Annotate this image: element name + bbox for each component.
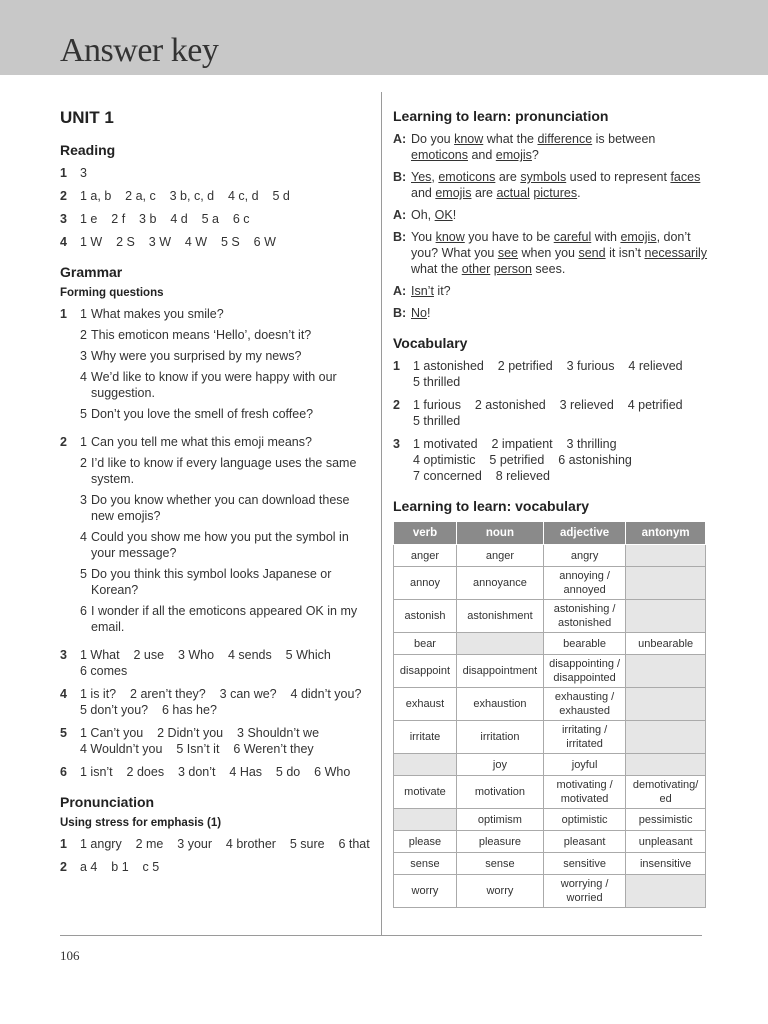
table-cell — [626, 721, 706, 754]
table-cell — [626, 875, 706, 908]
reading-heading: Reading — [60, 142, 116, 158]
table-row — [394, 853, 706, 875]
answer-line: 1 Can you tell me what this emoji means? — [80, 435, 312, 449]
table-cell — [456, 633, 543, 655]
learning-pronunciation-heading: Learning to learn: pronunciation — [393, 108, 609, 124]
table-cell: anger — [456, 545, 543, 567]
reading-item: 2 1 a, b 2 a, c 3 b, c, d 4 c, d 5 d — [60, 189, 290, 203]
table-cell — [626, 600, 706, 633]
dialogue-text: No! — [411, 306, 431, 320]
reading-item: 1 3 — [60, 166, 87, 180]
dialogue — [393, 131, 708, 321]
answer-line: 6 I wonder if all the emoticons appeared OK in my email. — [80, 604, 358, 634]
table-cell: unbearable — [626, 633, 706, 655]
table-cell: anger — [394, 545, 457, 567]
table-cell: angry — [543, 545, 625, 567]
table-cell: sensitive — [543, 853, 625, 875]
unit-heading: UNIT 1 — [60, 108, 114, 127]
speaker-label: B: — [393, 306, 407, 320]
column-header: antonym — [626, 522, 706, 545]
table-cell: irritation — [456, 721, 543, 754]
vocabulary-heading: Vocabulary — [393, 335, 468, 351]
table-row — [394, 754, 706, 776]
table-header-row — [394, 522, 706, 545]
table-row — [394, 655, 706, 688]
table-cell: joy — [456, 754, 543, 776]
table-row — [394, 776, 706, 809]
table-cell: worrying / worried — [543, 875, 625, 908]
table-cell: disappointment — [456, 655, 543, 688]
column-header: noun — [456, 522, 543, 545]
reading-item: 4 1 W 2 S 3 W 4 W 5 S 6 W — [60, 235, 276, 249]
grammar-heading: Grammar — [60, 264, 123, 280]
answer-line: 4 We’d like to know if you were happy with our suggestion. — [80, 370, 337, 400]
grammar-exercise-1: 1 1 What makes you smile? 2 This emoticon means ‘Hello’, doesn’t it? 3 Why were you surprised by my news? 4 We’d like to know if you were happy with our suggestion. 5 Don’t you love the smell of fresh coffee? — [60, 306, 370, 427]
table-cell — [626, 688, 706, 721]
grammar-exercise-2: 2 1 Can you tell me what this emoji means? 2 I’d like to know if every language uses the same system. 3 Do you know whether you can download these new emojis? 4 Could you show me how you put the symbol in your message? 5 Do you think this symbol looks Japanese or Korean? 6 I wonder if all the emoticons appeared OK in my email. — [60, 434, 370, 640]
dialogue-line — [393, 305, 708, 321]
table-row — [394, 633, 706, 655]
table-cell: bear — [394, 633, 457, 655]
table-cell: exhausting / exhausted — [543, 688, 625, 721]
table-cell: disappointing / disappointed — [543, 655, 625, 688]
reading-item: 3 1 e 2 f 3 b 4 d 5 a 6 c — [60, 212, 250, 226]
dialogue-text: You know you have to be careful with emojis, don’t you? What you see when you send it isn’t necessarily what the other person sees. — [411, 230, 708, 276]
answer-line: 2 I’d like to know if every language uses the same system. — [80, 456, 357, 486]
table-row — [394, 875, 706, 908]
speaker-label: A: — [393, 208, 407, 222]
answer-line: 4 Could you show me how you put the symbol in your message? — [80, 530, 349, 560]
table-row — [394, 809, 706, 831]
grammar-subheading: Forming questions — [60, 287, 164, 299]
table-cell: astonishing / astonished — [543, 600, 625, 633]
pronunciation-subheading: Using stress for emphasis (1) — [60, 817, 222, 829]
table-cell: pleasant — [543, 831, 625, 853]
table-cell: please — [394, 831, 457, 853]
dialogue-line — [393, 283, 708, 299]
column-header: adjective — [543, 522, 625, 545]
answer-line: 2 This emoticon means ‘Hello’, doesn’t it? — [80, 328, 312, 342]
table-cell — [626, 754, 706, 776]
dialogue-line — [393, 229, 708, 277]
answer-line: 3 Do you know whether you can download these new emojis? — [80, 493, 350, 523]
table-cell — [626, 567, 706, 600]
table-cell — [394, 809, 457, 831]
dialogue-text: Isn’t it? — [411, 284, 451, 298]
dialogue-line — [393, 207, 708, 223]
speaker-label: A: — [393, 284, 407, 298]
table-cell: worry — [456, 875, 543, 908]
grammar-exercise-3: 3 1 What 2 use 3 Who 4 sends 5 Which 6 comes — [60, 648, 331, 678]
table-cell: pleasure — [456, 831, 543, 853]
dialogue-text: Yes, emoticons are symbols used to represent faces and emojis are actual pictures. — [411, 170, 701, 200]
table-cell: insensitive — [626, 853, 706, 875]
table-cell: worry — [394, 875, 457, 908]
table-row — [394, 545, 706, 567]
speaker-label: B: — [393, 170, 407, 184]
table-row — [394, 688, 706, 721]
word-family-table — [393, 521, 706, 908]
answer-line: 1 What makes you smile? — [80, 307, 224, 321]
pronunciation-exercise-1: 1 1 angry 2 me 3 your 4 brother 5 sure 6 that — [60, 837, 370, 851]
vocabulary-exercise-2: 2 1 furious 2 astonished 3 relieved 4 petrified 5 thrilled — [393, 398, 683, 428]
vocabulary-exercise-3: 3 1 motivated 2 impatient 3 thrilling 4 optimistic 5 petrified 6 astonishing 7 concerned 8 relieved — [393, 437, 632, 483]
table-cell: disappoint — [394, 655, 457, 688]
table-cell — [394, 754, 457, 776]
table-row — [394, 567, 706, 600]
table-cell: exhaustion — [456, 688, 543, 721]
pronunciation-heading: Pronunciation — [60, 794, 155, 810]
table-cell: exhaust — [394, 688, 457, 721]
table-cell: sense — [456, 853, 543, 875]
table-cell: demotivating/ ed — [626, 776, 706, 809]
table-cell: annoy — [394, 567, 457, 600]
left-column — [60, 96, 370, 882]
table-cell — [626, 545, 706, 567]
table-cell: bearable — [543, 633, 625, 655]
column-header: verb — [394, 522, 457, 545]
table-body — [394, 545, 706, 908]
speaker-label: B: — [393, 230, 407, 244]
table-cell — [626, 655, 706, 688]
speaker-label: A: — [393, 132, 407, 146]
answer-line: 5 Do you think this symbol looks Japanese or Korean? — [80, 567, 332, 597]
table-cell: irritating / irritated — [543, 721, 625, 754]
table-cell: annoying / annoyed — [543, 567, 625, 600]
table-cell: joyful — [543, 754, 625, 776]
table-row — [394, 600, 706, 633]
answer-line: 5 Don’t you love the smell of fresh coffee? — [80, 407, 314, 421]
table-cell: motivation — [456, 776, 543, 809]
right-column — [393, 96, 708, 908]
table-cell: unpleasant — [626, 831, 706, 853]
dialogue-line — [393, 131, 708, 163]
table-cell: pessimistic — [626, 809, 706, 831]
table-cell: irritate — [394, 721, 457, 754]
vocabulary-exercise-1: 1 1 astonished 2 petrified 3 furious 4 relieved 5 thrilled — [393, 359, 683, 389]
page-title: Answer key — [60, 32, 219, 69]
table-cell: sense — [394, 853, 457, 875]
dialogue-text: Do you know what the difference is between emoticons and emojis? — [411, 132, 656, 162]
answer-line: 3 Why were you surprised by my news? — [80, 349, 302, 363]
table-cell: motivate — [394, 776, 457, 809]
table-row — [394, 721, 706, 754]
page-number: 106 — [60, 948, 80, 963]
table-cell: optimistic — [543, 809, 625, 831]
grammar-exercise-6: 6 1 isn’t 2 does 3 don’t 4 Has 5 do 6 Who — [60, 765, 351, 779]
table-cell: astonish — [394, 600, 457, 633]
learning-vocabulary-heading: Learning to learn: vocabulary — [393, 498, 590, 514]
table-cell: annoyance — [456, 567, 543, 600]
grammar-exercise-5: 5 1 Can’t you 2 Didn’t you 3 Shouldn’t we 4 Wouldn’t you 5 Isn’t it 6 Weren’t they — [60, 726, 320, 756]
table-cell: astonishment — [456, 600, 543, 633]
pronunciation-exercise-2: 2 a 4 b 1 c 5 — [60, 860, 160, 874]
footer-rule — [60, 935, 702, 936]
dialogue-text: Oh, OK! — [411, 208, 457, 222]
table-cell: motivating / motivated — [543, 776, 625, 809]
dialogue-line — [393, 169, 708, 201]
grammar-exercise-4: 4 1 is it? 2 aren’t they? 3 can we? 4 didn’t you? 5 don’t you? 6 has he? — [60, 687, 362, 717]
table-cell: optimism — [456, 809, 543, 831]
table-row — [394, 831, 706, 853]
column-divider — [381, 92, 382, 936]
